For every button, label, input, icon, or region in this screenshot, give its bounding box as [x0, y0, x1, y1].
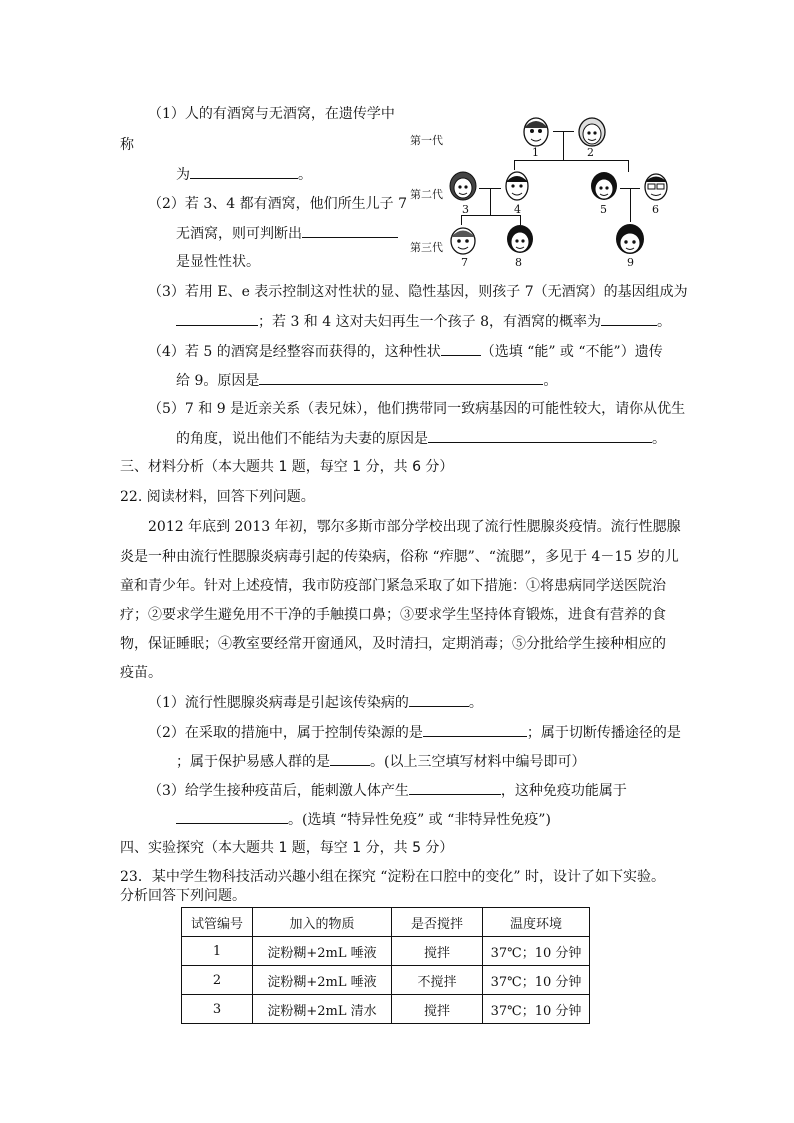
person-9-number: 9 [627, 256, 634, 269]
q21-part4-line1: （4）若 5 的酒窝是经整容而获得的，这种性状 （选填 “能” 或 “不能”）遗传 [148, 341, 663, 362]
person-3-woman-icon [446, 170, 480, 202]
person-8-girl-icon [503, 223, 537, 255]
generation-1-label: 第一代 [410, 134, 443, 147]
section-3-heading: 三、材料分析（本大题共 1 题，每空 1 分，共 6 分） [120, 459, 454, 475]
section-4-heading: 四、实验探究（本大题共 1 题，每空 1 分，共 5 分） [120, 840, 454, 856]
answer-blank[interactable] [423, 722, 527, 737]
person-6-number: 6 [652, 203, 659, 216]
q21-part3-line1: （3）若用 E、e 表示控制这对性状的显、隐性基因，则孩子 7（无酒窝）的基因组成为 [148, 284, 688, 300]
material-line: 炎是一种由流行性腮腺炎病毒引起的传染病，俗称 “痄腮”、“流腮”，多见于 4－15 岁的儿 [120, 549, 679, 565]
person-7-number: 7 [461, 256, 468, 269]
answer-blank[interactable] [190, 164, 298, 179]
person-7-boy-icon [446, 224, 480, 256]
table-header-row [182, 908, 590, 937]
person-5-number: 5 [600, 203, 607, 216]
table-cell: 搅拌 [392, 937, 483, 966]
material-line: 疫苗。 [120, 665, 162, 681]
generation-3-label: 第三代 [410, 241, 443, 254]
q21-part2-line2: 无酒窝，则可判断出 [176, 223, 398, 244]
q21-part2-line3: 是显性性状。 [176, 254, 260, 270]
table-row [182, 966, 590, 995]
q21-part5-line1: （5）7 和 9 是近亲关系（表兄妹），他们携带同一致病基因的可能性较大，请你从优生 [148, 401, 686, 417]
person-4-man-icon [500, 168, 534, 202]
table-header: 温度环境 [483, 908, 590, 937]
table-header: 是否搅拌 [392, 908, 483, 937]
table-cell: 不搅拌 [392, 966, 483, 995]
q21-part2-line1: （2）若 3、4 都有酒窝，他们所生儿子 7 [148, 196, 407, 212]
person-2-woman-icon [574, 114, 610, 148]
q23-line1: 23．某中学生物科技活动兴趣小组在探究 “淀粉在口腔中的变化” 时，设计了如下实验。 [120, 869, 666, 885]
q21-part5-line2: 的角度，说出他们不能结为夫妻的原因是 。 [176, 428, 666, 449]
q21-part1-line3: 为 。 [176, 164, 312, 185]
q21-part1-line1: （1）人的有酒窝与无酒窝，在遗传学中 [148, 106, 395, 122]
answer-blank[interactable] [601, 311, 657, 326]
experiment-table [181, 907, 590, 1024]
table-cell: 1 [182, 937, 253, 966]
person-9-girl-icon [612, 222, 648, 256]
generation-2-label: 第二代 [410, 188, 443, 201]
q22-title: 22. 阅读材料，回答下列问题。 [120, 489, 315, 505]
table-cell: 37℃；10 分钟 [483, 937, 590, 966]
answer-blank[interactable] [428, 428, 652, 443]
table-cell: 搅拌 [392, 995, 483, 1024]
q23-line2: 分析回答下列问题。 [120, 888, 246, 904]
table-row [182, 995, 590, 1024]
material-line: 物，保证睡眠；④教室要经常开窗通风，及时清扫，定期消毒；⑤分批给学生接种相应的 [120, 636, 666, 652]
answer-blank[interactable] [409, 692, 469, 707]
table-header: 加入的物质 [253, 908, 392, 937]
q22-part1: （1）流行性腮腺炎病毒是引起该传染病的 。 [148, 692, 483, 713]
table-header: 试管编号 [182, 908, 253, 937]
q22-part3-line2: 。(选填 “特异性免疫” 或 “非特异性免疫”) [176, 809, 551, 830]
q21-part3-line2: ；若 3 和 4 这对夫妇再生一个孩子 8，有酒窝的概率为 。 [176, 311, 671, 332]
person-1-man-icon [518, 114, 554, 148]
material-line: 疗；②要求学生避免用不干净的手触摸口鼻；③要求学生坚持体育锻炼，进食有营养的食 [120, 607, 666, 623]
material-line: 童和青少年。针对上述疫情，我市防疫部门紧急采取了如下措施：①将患病同学送医院治 [120, 578, 666, 594]
answer-blank[interactable] [259, 370, 543, 385]
table-cell: 淀粉糊+2mL 唾液 [253, 966, 392, 995]
q21-part1-line2: 称 [120, 137, 134, 153]
answer-blank[interactable] [441, 341, 481, 356]
answer-blank[interactable] [176, 311, 258, 326]
person-4-number: 4 [514, 203, 521, 216]
table-cell: 37℃；10 分钟 [483, 995, 590, 1024]
person-6-man-icon [639, 170, 673, 202]
answer-blank[interactable] [330, 751, 370, 766]
person-8-number: 8 [515, 256, 522, 269]
table-cell: 3 [182, 995, 253, 1024]
q22-part2-line2: ；属于保护易感人群的是 。(以上三空填写材料中编号即可） [176, 751, 585, 772]
answer-blank[interactable] [302, 223, 398, 238]
answer-blank[interactable] [176, 809, 288, 824]
q22-part2-line1: （2）在采取的措施中，属于控制传染源的是 ；属于切断传播途径的是 [148, 722, 681, 743]
table-row [182, 937, 590, 966]
q21-part4-line2: 给 9。原因是 。 [176, 370, 557, 391]
person-1-number: 1 [532, 146, 539, 159]
q22-part3-line1: （3）给学生接种疫苗后，能刺激人体产生 ，这种免疫功能属于 [148, 780, 627, 801]
answer-blank[interactable] [409, 780, 501, 795]
table-cell: 淀粉糊+2mL 清水 [253, 995, 392, 1024]
table-cell: 淀粉糊+2mL 唾液 [253, 937, 392, 966]
person-2-number: 2 [587, 146, 594, 159]
material-line: 2012 年底到 2013 年初，鄂尔多斯市部分学校出现了流行性腮腺炎疫情。流行性腮腺 [148, 519, 681, 535]
table-cell: 2 [182, 966, 253, 995]
person-5-woman-icon [587, 170, 621, 202]
person-3-number: 3 [462, 203, 469, 216]
table-cell: 37℃；10 分钟 [483, 966, 590, 995]
